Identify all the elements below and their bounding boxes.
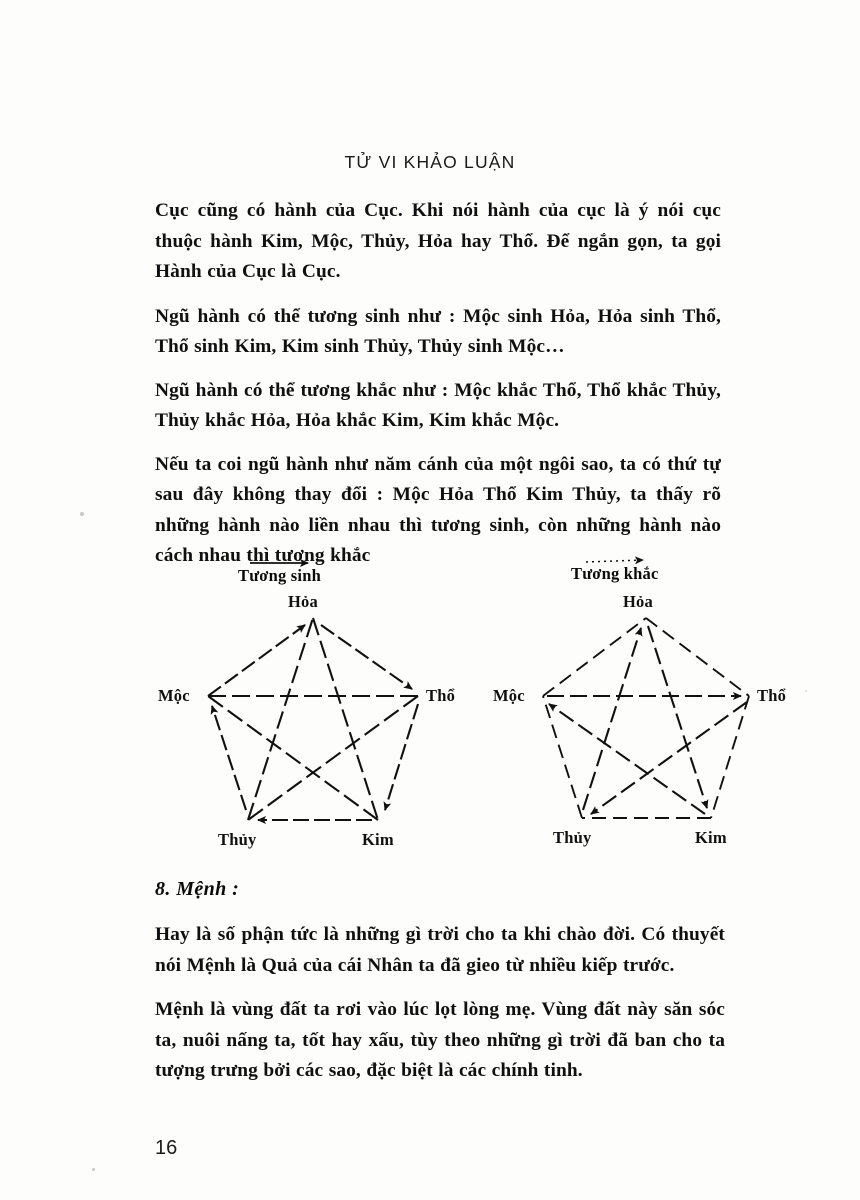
node-label-kim: Kim — [362, 830, 394, 849]
chord-kim-moc — [208, 696, 378, 820]
edge-tho-kim — [711, 696, 749, 818]
diagram-tuong-khac — [483, 548, 813, 868]
paragraph: Cục cũng có hành của Cục. Khi nói hành của cục là ý nói cục thuộc hành Kim, Mộc, Thủy, Hỏa hay Thổ. Để ngắn gọn, ta gọi Hành của Cục là Cục. — [155, 200, 721, 282]
caption-arrow-line — [586, 560, 643, 562]
paragraph: Ngũ hành có thể tương khắc như : Mộc khắc Thổ, Thổ khắc Thủy, Thủy khắc Hỏa, Hỏa khắc Kim, Kim khắc Mộc. — [155, 379, 721, 431]
paragraph: Hay là số phận tức là những gì trời cho ta khi chào đời. Có thuyết nói Mệnh là Quả của cái Nhân ta đã gieo từ nhiều kiếp trước. — [155, 924, 725, 976]
body-text-lower — [155, 920, 725, 1101]
arrow-thuy-hoa — [583, 628, 641, 810]
chord-hoa-kim — [313, 618, 378, 820]
body-text-upper — [155, 196, 721, 586]
page-number: 16 — [155, 1137, 178, 1159]
node-label-moc: Mộc — [158, 686, 190, 705]
scan-speckle — [92, 1168, 95, 1171]
arrow-kim-moc — [549, 704, 705, 814]
edge-moc-hoa — [208, 625, 305, 696]
edge-hoa-tho — [646, 618, 749, 696]
paragraph: Nếu ta coi ngũ hành như năm cánh của một ngôi sao, ta có thứ tự sau đây không thay đổi : Mộc Hỏa Thổ Kim Thủy, ta thấy rõ những hành nào liền nhau thì tương sinh, còn những hành nào cách nhau thì tương khắc — [155, 453, 721, 566]
edge-thuy-moc — [212, 706, 246, 810]
diagram-tuong-sinh — [150, 548, 480, 868]
scan-speckle — [80, 512, 84, 516]
node-label-thuy: Thủy — [218, 830, 257, 849]
five-elements-diagrams — [150, 548, 830, 868]
node-label-thuy: Thủy — [553, 828, 592, 847]
paragraph: Mệnh là vùng đất ta rơi vào lúc lọt lòng mẹ. Vùng đất này săn sóc ta, nuôi nấng ta, tốt hay xấu, tùy theo những gì trời đã ban cho ta tượng trưng bởi các sao, đặc biệt là các chính tinh. — [155, 999, 725, 1081]
chord-thuy-hoa — [248, 618, 313, 820]
node-label-tho: Thổ — [757, 686, 787, 705]
arrow-tho-thuy — [591, 702, 747, 814]
section-heading: 8. Mệnh : — [155, 878, 240, 900]
caption-tuong-khac: Tương khắc — [571, 564, 659, 583]
running-head: TỬ VI KHẢO LUẬN — [344, 152, 516, 172]
chord-tho-thuy — [248, 696, 418, 820]
node-label-tho: Thổ — [426, 686, 456, 705]
node-label-hoa: Hỏa — [623, 592, 653, 611]
node-label-moc: Mộc — [493, 686, 525, 705]
edge-hoa-tho — [321, 625, 412, 689]
caption-tuong-sinh: Tương sinh — [238, 566, 321, 585]
edge-tho-kim — [385, 704, 418, 810]
paragraph: Ngũ hành có thể tương sinh như : Mộc sinh Hỏa, Hỏa sinh Thổ, Thổ sinh Kim, Kim sinh Thủy, Thủy sinh Mộc… — [155, 305, 721, 357]
node-label-kim: Kim — [695, 828, 727, 847]
edge-moc-hoa — [543, 618, 646, 696]
node-label-hoa: Hỏa — [288, 592, 318, 611]
